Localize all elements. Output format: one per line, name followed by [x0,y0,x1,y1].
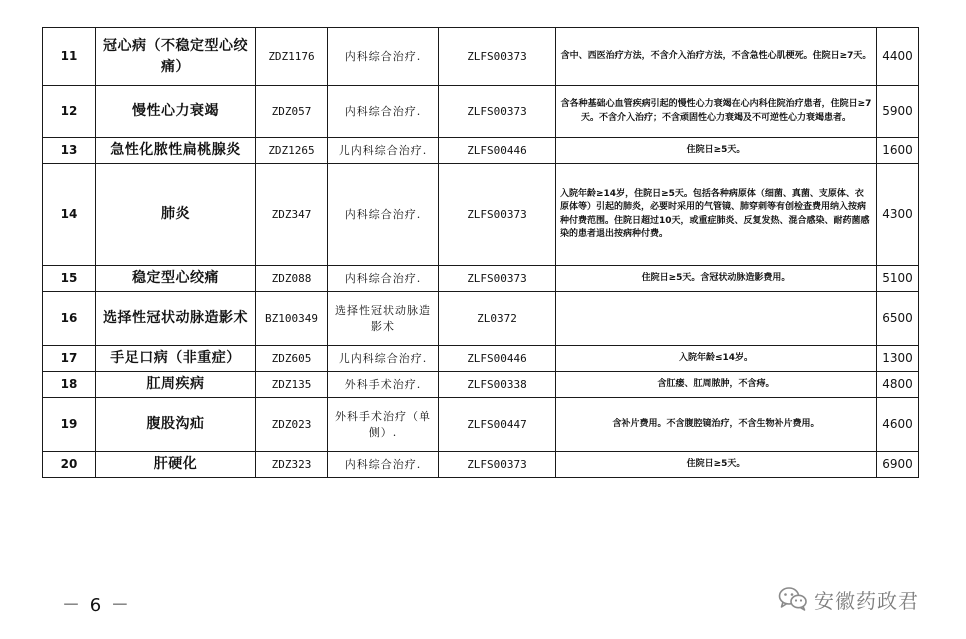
remarks: 住院日≥5天。含冠状动脉造影费用。 [556,266,877,292]
row-number: 13 [43,138,96,164]
treatment-method: 内科综合治疗. [328,164,439,266]
remarks: 含肛瘘、肛周脓肿，不含痔。 [556,372,877,398]
treatment-code: ZLFS00446 [439,346,556,372]
table-row [43,86,919,138]
row-number: 15 [43,266,96,292]
table-row [43,398,919,452]
disease-code: ZDZ1176 [256,28,328,86]
treatment-method: 外科手术治疗. [328,372,439,398]
treatment-method: 儿内科综合治疗. [328,138,439,164]
disease-name: 冠心病（不稳定型心绞痛） [96,28,256,86]
remarks: 含中、西医治疗方法，不含介入治疗方法，不含急性心肌梗死。住院日≥7天。 [556,28,877,86]
row-number: 20 [43,452,96,478]
disease-name: 腹股沟疝 [96,398,256,452]
table-row [43,164,919,266]
treatment-code: ZLFS00373 [439,452,556,478]
disease-code: ZDZ323 [256,452,328,478]
treatment-method: 选择性冠状动脉造影术 [328,292,439,346]
disease-name: 肝硬化 [96,452,256,478]
remarks [556,292,877,346]
treatment-code: ZLFS00373 [439,28,556,86]
disease-code: ZDZ135 [256,372,328,398]
remarks: 入院年龄≥14岁，住院日≥5天。包括各种病原体（细菌、真菌、支原体、衣原体等）引起的肺炎，必要时采用的气管镜、肺穿刺等有创检查费用纳入按病种付费范围。住院日超过10天，或重症肺炎、反复发热、混合感染、耐药菌感染的患者退出按病种付费。 [556,164,877,266]
treatment-method: 内科综合治疗. [328,452,439,478]
treatment-code: ZLFS00373 [439,164,556,266]
treatment-code: ZL0372 [439,292,556,346]
remarks: 含补片费用。不含腹腔镜治疗，不含生物补片费用。 [556,398,877,452]
price: 6500 [877,292,919,346]
row-number: 18 [43,372,96,398]
table-row [43,452,919,478]
disease-code: ZDZ088 [256,266,328,292]
treatment-method: 内科综合治疗. [328,266,439,292]
disease-name: 稳定型心绞痛 [96,266,256,292]
price: 5900 [877,86,919,138]
disease-name: 肺炎 [96,164,256,266]
remarks: 含各种基础心血管疾病引起的慢性心力衰竭在心内科住院治疗患者，住院日≥7天。不含介入治疗；不含顽固性心力衰竭及不可逆性心力衰竭患者。 [556,86,877,138]
treatment-method: 外科手术治疗（单侧）. [328,398,439,452]
disease-code: ZDZ605 [256,346,328,372]
treatment-method: 儿内科综合治疗. [328,346,439,372]
watermark-text: 安徽药政君 [814,588,919,613]
price: 4800 [877,372,919,398]
wechat-icon [778,586,808,612]
disease-pricing-table [42,27,919,478]
row-number: 12 [43,86,96,138]
row-number: 17 [43,346,96,372]
table-row [43,266,919,292]
remarks: 住院日≥5天。 [556,138,877,164]
treatment-code: ZLFS00447 [439,398,556,452]
row-number: 19 [43,398,96,452]
row-number: 16 [43,292,96,346]
treatment-code: ZLFS00373 [439,86,556,138]
remarks: 住院日≥5天。 [556,452,877,478]
table-row [43,372,919,398]
remarks: 入院年龄≤14岁。 [556,346,877,372]
watermark [778,584,919,614]
price: 4600 [877,398,919,452]
disease-code: ZDZ057 [256,86,328,138]
price: 4400 [877,28,919,86]
disease-code: ZDZ347 [256,164,328,266]
disease-code: BZ100349 [256,292,328,346]
disease-name: 慢性心力衰竭 [96,86,256,138]
price: 1300 [877,346,919,372]
treatment-code: ZLFS00373 [439,266,556,292]
table-row [43,292,919,346]
price: 5100 [877,266,919,292]
row-number: 11 [43,28,96,86]
disease-code: ZDZ1265 [256,138,328,164]
treatment-code: ZLFS00338 [439,372,556,398]
price: 6900 [877,452,919,478]
disease-name: 肛周疾病 [96,372,256,398]
table-row [43,138,919,164]
disease-name: 手足口病（非重症） [96,346,256,372]
row-number: 14 [43,164,96,266]
price: 4300 [877,164,919,266]
treatment-code: ZLFS00446 [439,138,556,164]
disease-name: 急性化脓性扁桃腺炎 [96,138,256,164]
table-row [43,346,919,372]
table-row [43,28,919,86]
treatment-method: 内科综合治疗. [328,86,439,138]
disease-name: 选择性冠状动脉造影术 [96,292,256,346]
treatment-method: 内科综合治疗. [328,28,439,86]
price: 1600 [877,138,919,164]
disease-code: ZDZ023 [256,398,328,452]
page-number: － 6 － [62,595,131,616]
